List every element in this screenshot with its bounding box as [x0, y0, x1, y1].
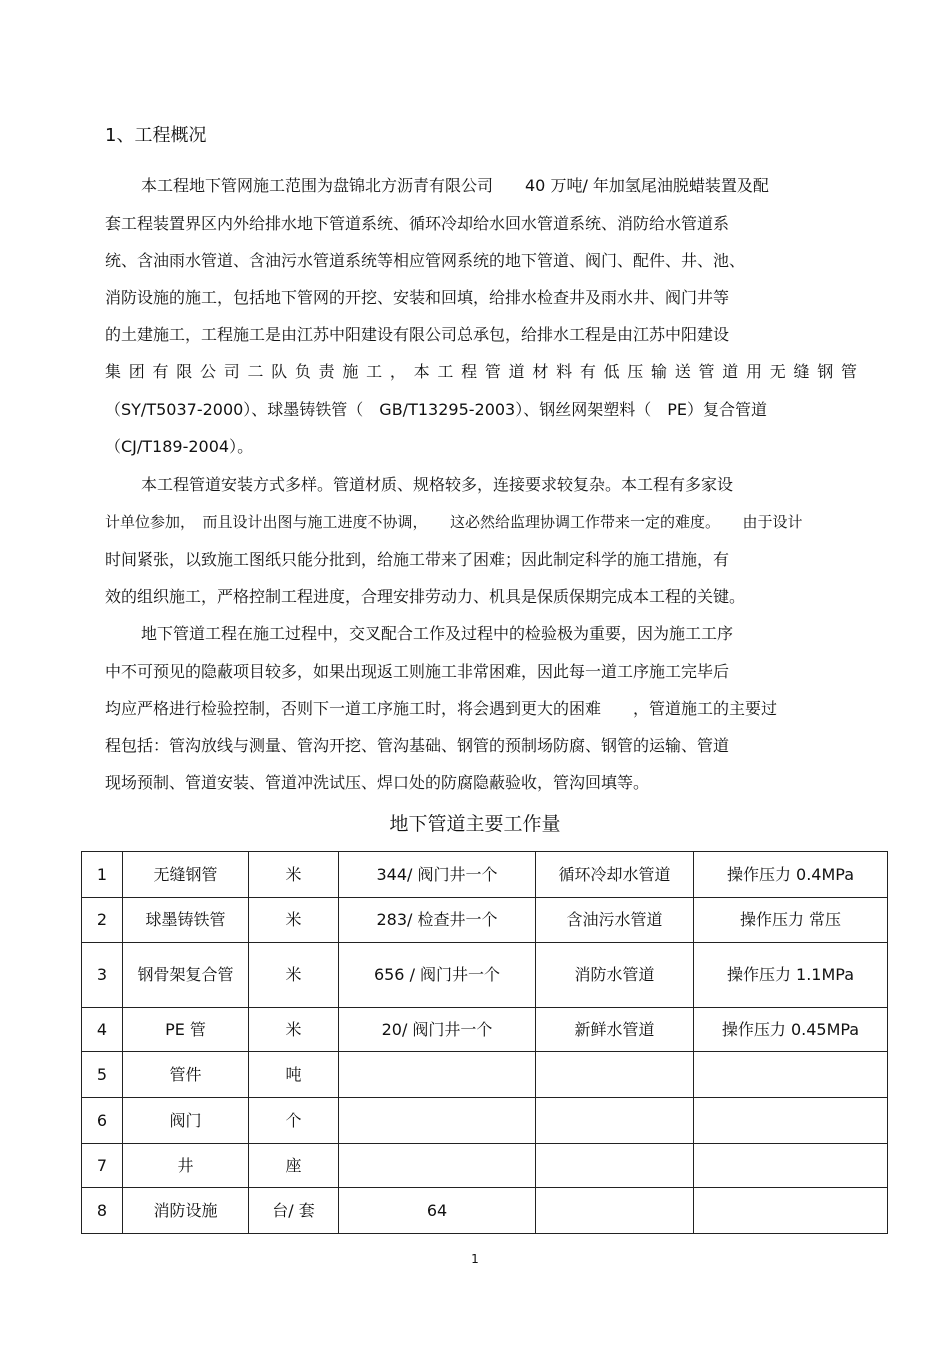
pressure: 操作压力 0.4MPa	[694, 852, 888, 898]
paragraph-line: （SY/T5037-2000）、球墨铸铁管（ GB/T13295-2003）、钢丝网架塑料（ PE）复合管道	[105, 400, 767, 419]
unit: 米	[249, 852, 339, 898]
table-row	[82, 1144, 888, 1188]
paragraph-line: 效的组织施工，严格控制工程进度，合理安排劳动力、机具是保质保期完成本工程的关键。	[105, 587, 746, 606]
system: 消防水管道	[536, 943, 694, 1008]
table-title: 地下管道主要工作量	[389, 813, 561, 835]
pressure: 操作压力 0.45MPa	[694, 1008, 888, 1052]
quantity: 656 / 阀门井一个	[339, 943, 536, 1008]
paragraph-line: 计单位参加， 而且设计出图与施工进度不协调， 这必然给监理协调工作带来一定的难度。 由于设计	[105, 513, 803, 531]
row-number: 5	[82, 1052, 123, 1098]
paragraph-line: 套工程装置界区内外给排水地下管道系统、循环冷却给水回水管道系统、消防给水管道系	[105, 214, 730, 233]
paragraph-line: 消防设施的施工，包括地下管网的开挖、安装和回填，给排水检查井及雨水井、阀门井等	[105, 288, 730, 307]
paragraph-line: 的土建施工，工程施工是由江苏中阳建设有限公司总承包，给排水工程是由江苏中阳建设	[105, 325, 730, 344]
system	[536, 1098, 694, 1144]
system: 循环冷却水管道	[536, 852, 694, 898]
unit: 米	[249, 943, 339, 1008]
unit: 个	[249, 1098, 339, 1144]
section-heading: 1、工程概况	[105, 125, 207, 146]
quantity	[339, 1144, 536, 1188]
pressure	[694, 1052, 888, 1098]
item-name: 消防设施	[123, 1188, 249, 1234]
item-name: 钢骨架复合管	[123, 943, 249, 1008]
table-row	[82, 852, 888, 898]
pressure: 操作压力 常压	[694, 898, 888, 943]
unit: 米	[249, 1008, 339, 1052]
row-number: 2	[82, 898, 123, 943]
paragraph-line: 现场预制、管道安装、管道冲洗试压、焊口处的防腐隐蔽验收，管沟回填等。	[105, 773, 650, 792]
quantity	[339, 1098, 536, 1144]
system: 新鲜水管道	[536, 1008, 694, 1052]
item-name: 阀门	[123, 1098, 249, 1144]
table-row	[82, 1008, 888, 1052]
quantity: 283/ 检查井一个	[339, 898, 536, 943]
paragraph-line: 集团有限公司二队负责施工，本工程管道材料有低压输送管道用无缝钢管	[105, 362, 857, 381]
paragraph-line: 中不可预见的隐蔽项目较多，如果出现返工则施工非常困难，因此每一道工序施工完毕后	[105, 662, 730, 681]
row-number: 8	[82, 1188, 123, 1234]
quantity	[339, 1052, 536, 1098]
workload-table	[81, 851, 888, 1234]
unit: 米	[249, 898, 339, 943]
system	[536, 1188, 694, 1234]
paragraph-line: 均应严格进行检验控制，否则下一道工序施工时，将会遇到更大的困难 ，管道施工的主要过	[105, 699, 778, 718]
item-name: 井	[123, 1144, 249, 1188]
table-row	[82, 1052, 888, 1098]
system	[536, 1144, 694, 1188]
item-name: 球墨铸铁管	[123, 898, 249, 943]
system: 含油污水管道	[536, 898, 694, 943]
paragraph-line: 时间紧张，以致施工图纸只能分批到，给施工带来了困难；因此制定科学的施工措施，有	[105, 550, 730, 569]
paragraph-line: （CJ/T189-2004）。	[105, 437, 254, 456]
row-number: 7	[82, 1144, 123, 1188]
row-number: 1	[82, 852, 123, 898]
quantity: 344/ 阀门井一个	[339, 852, 536, 898]
page-number: 1	[471, 1252, 479, 1266]
row-number: 4	[82, 1008, 123, 1052]
pressure	[694, 1098, 888, 1144]
item-name: 无缝钢管	[123, 852, 249, 898]
paragraph-line: 本工程地下管网施工范围为盘锦北方沥青有限公司 40 万吨/ 年加氢尾油脱蜡装置及配	[141, 176, 769, 195]
quantity: 64	[339, 1188, 536, 1234]
row-number: 6	[82, 1098, 123, 1144]
system	[536, 1052, 694, 1098]
pressure	[694, 1188, 888, 1234]
item-name: 管件	[123, 1052, 249, 1098]
quantity: 20/ 阀门井一个	[339, 1008, 536, 1052]
row-number: 3	[82, 943, 123, 1008]
pressure	[694, 1144, 888, 1188]
paragraph-line: 统、含油雨水管道、含油污水管道系统等相应管网系统的地下管道、阀门、配件、井、池、	[105, 251, 746, 270]
paragraph-line: 地下管道工程在施工过程中，交叉配合工作及过程中的检验极为重要，因为施工工序	[141, 624, 734, 643]
paragraph-line: 程包括：管沟放线与测量、管沟开挖、管沟基础、钢管的预制场防腐、钢管的运输、管道	[105, 736, 730, 755]
pressure: 操作压力 1.1MPa	[694, 943, 888, 1008]
unit: 座	[249, 1144, 339, 1188]
table-row	[82, 1188, 888, 1234]
table-row	[82, 1098, 888, 1144]
item-name: PE 管	[123, 1008, 249, 1052]
unit: 吨	[249, 1052, 339, 1098]
paragraph-line: 本工程管道安装方式多样。管道材质、规格较多，连接要求较复杂。本工程有多家设	[141, 475, 734, 494]
unit: 台/ 套	[249, 1188, 339, 1234]
table-row	[82, 898, 888, 943]
table-row	[82, 943, 888, 1008]
